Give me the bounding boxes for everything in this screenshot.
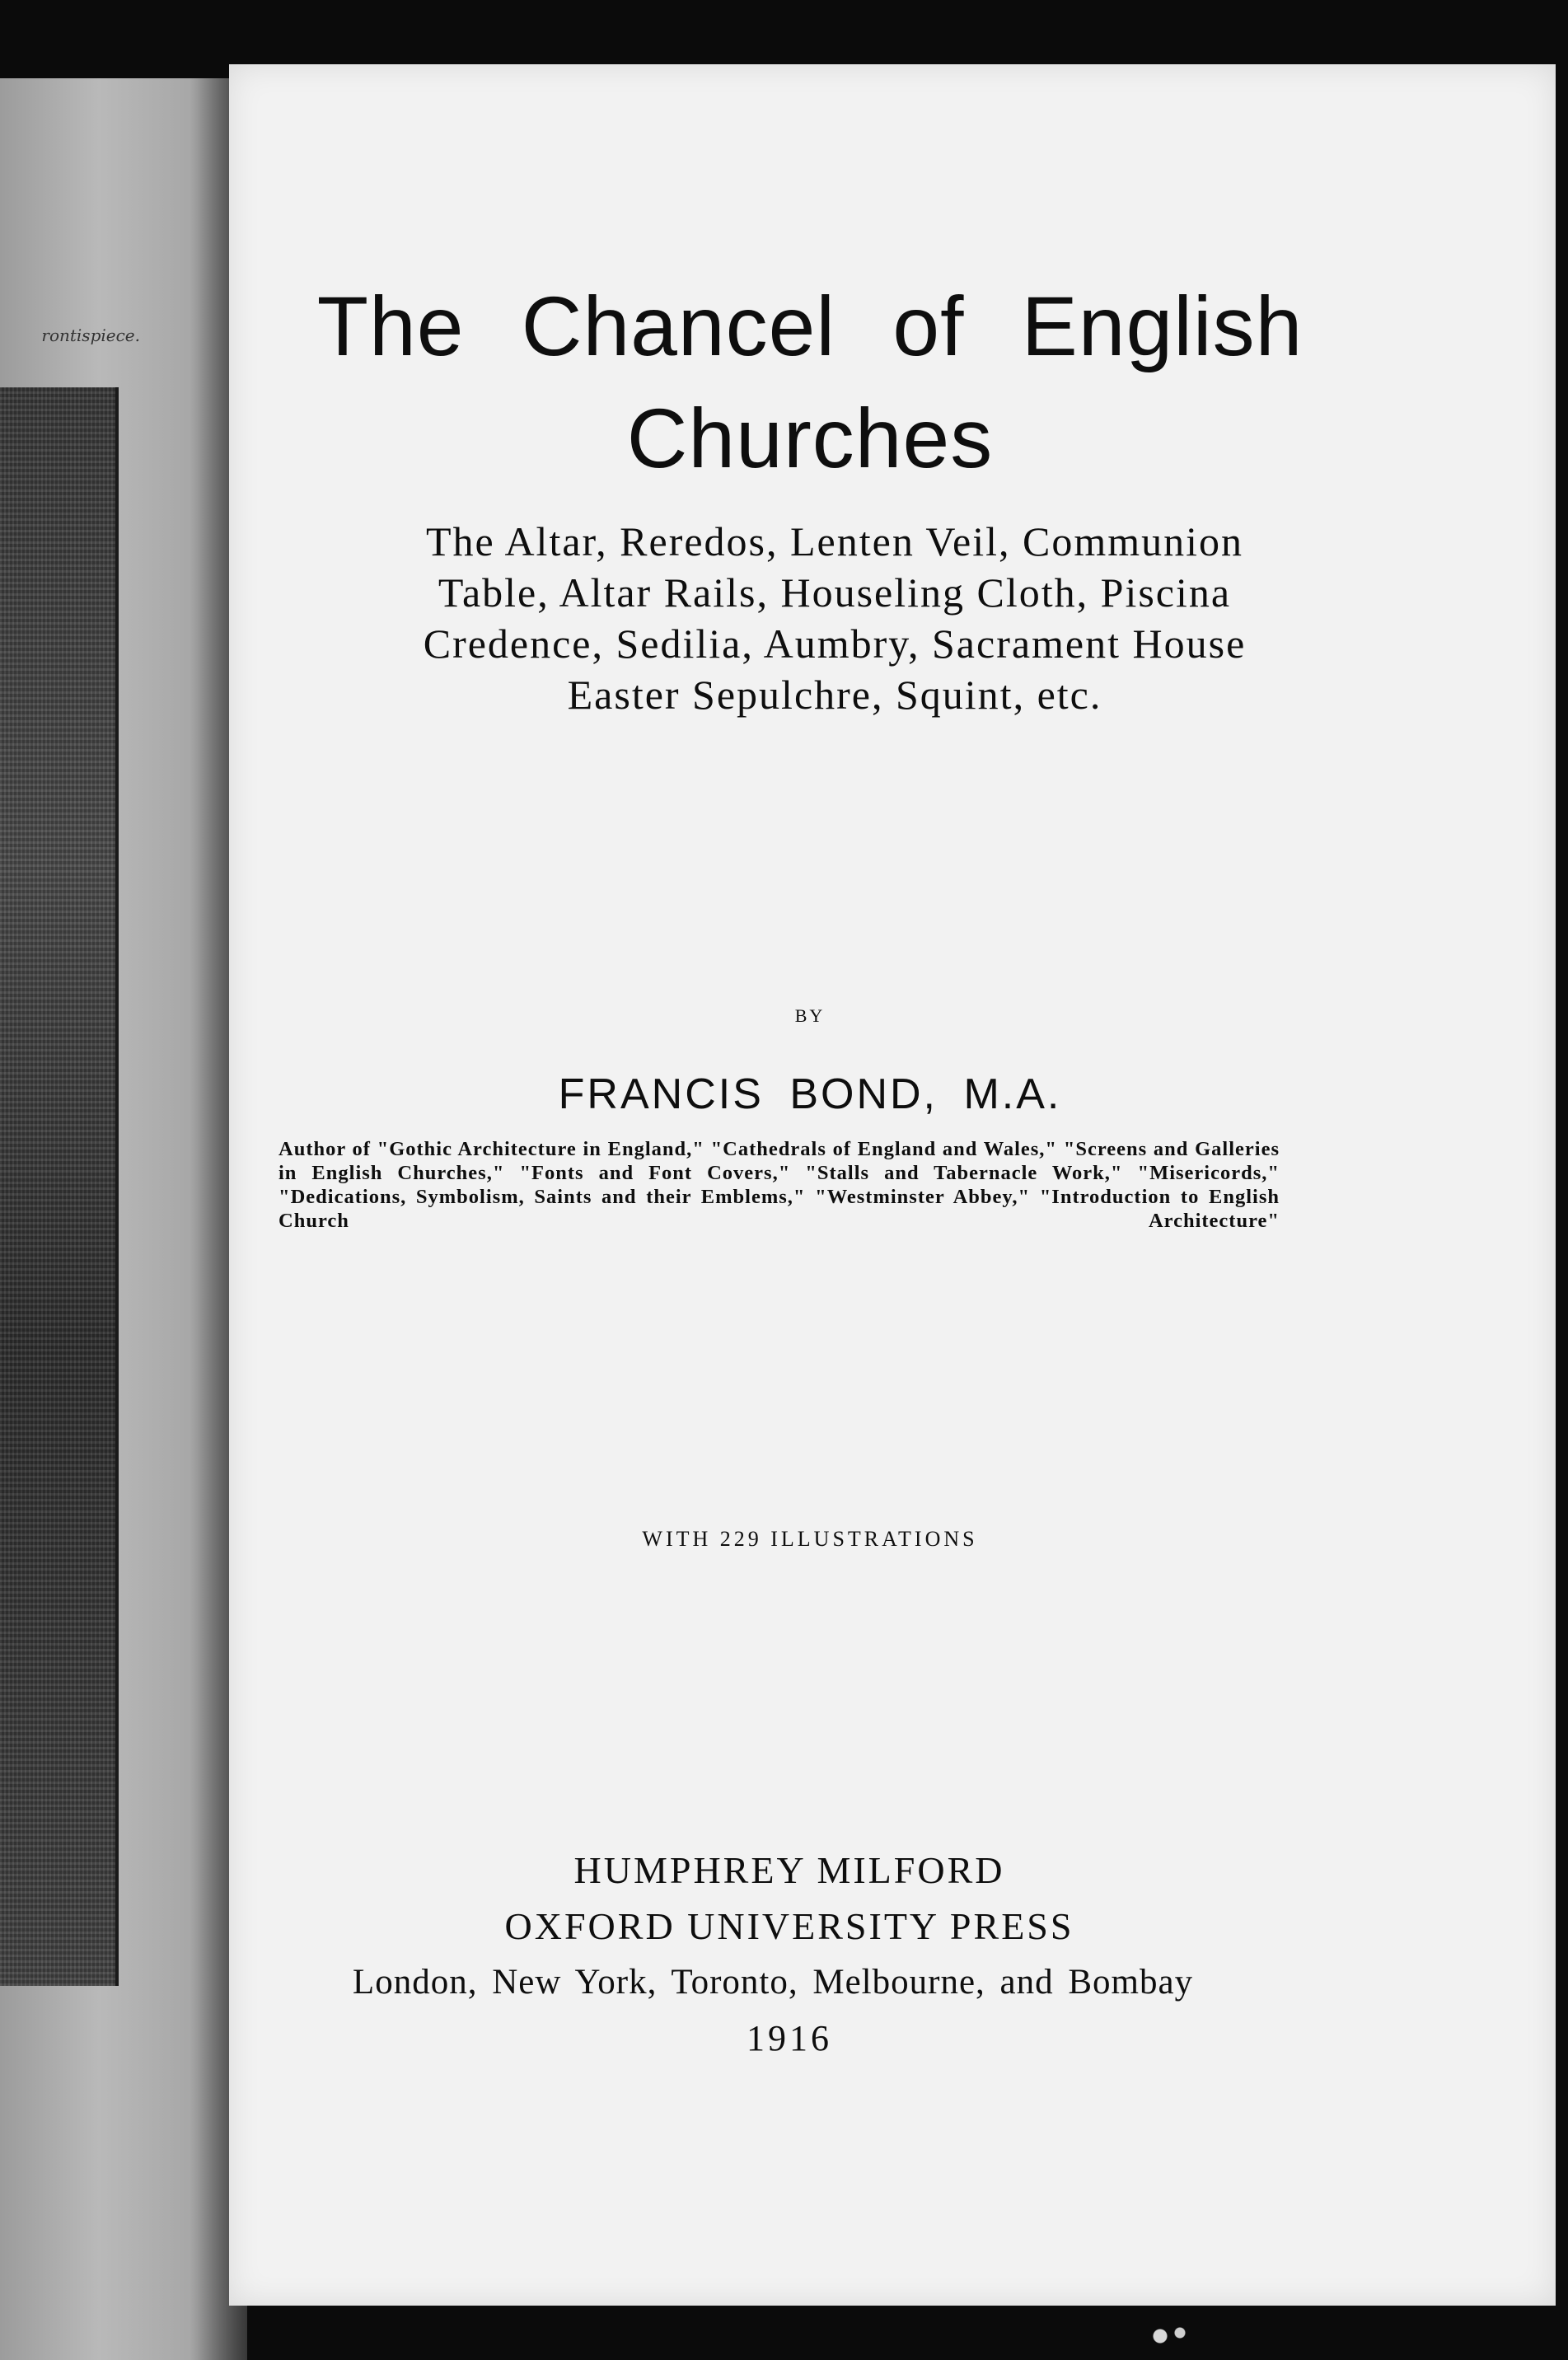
book-subtitle bbox=[336, 516, 1333, 720]
subtitle-line: Table, Altar Rails, Houseling Cloth, Piscina bbox=[438, 569, 1232, 616]
subtitle-line: Easter Sepulchre, Squint, etc. bbox=[567, 672, 1102, 718]
publisher-name: HUMPHREY MILFORD bbox=[573, 1849, 1005, 1891]
by-line: BY bbox=[794, 1005, 826, 1026]
frontispiece-plate-image bbox=[0, 387, 119, 1986]
frontispiece-caption: rontispiece. bbox=[41, 325, 140, 345]
book-title-line-1: The Chancel of English bbox=[316, 279, 1304, 373]
subtitle-line: Credence, Sedilia, Aumbry, Sacrament House bbox=[423, 620, 1247, 667]
scan-dust-specks bbox=[1145, 2320, 1195, 2353]
publisher-cities: London, New York, Toronto, Melbourne, and Bombay bbox=[352, 1963, 1194, 2002]
author-other-works: Author of "Gothic Architecture in England," "Cathedrals of England and Wales," "Screens and Galleries in English Churches," "Fonts and Font Covers," "Stalls and Tabernacle Work," "Misericords," "Dedications, Symbolism, Saints and their Emblems," "Westminster Abbey," "Introduction to English Church Architecture" bbox=[278, 1138, 1280, 1232]
author-name: FRANCIS BOND, M.A. bbox=[558, 1070, 1062, 1118]
publication-year: 1916 bbox=[747, 2018, 832, 2058]
title-page bbox=[229, 64, 1556, 2306]
illustrations-note: WITH 229 ILLUSTRATIONS bbox=[642, 1527, 978, 1551]
book-title-line-2: Churches bbox=[626, 391, 994, 485]
publisher-block bbox=[237, 1843, 1341, 1955]
subtitle-line: The Altar, Reredos, Lenten Veil, Communion bbox=[425, 518, 1244, 564]
publisher-press: OXFORD UNIVERSITY PRESS bbox=[504, 1905, 1074, 1947]
